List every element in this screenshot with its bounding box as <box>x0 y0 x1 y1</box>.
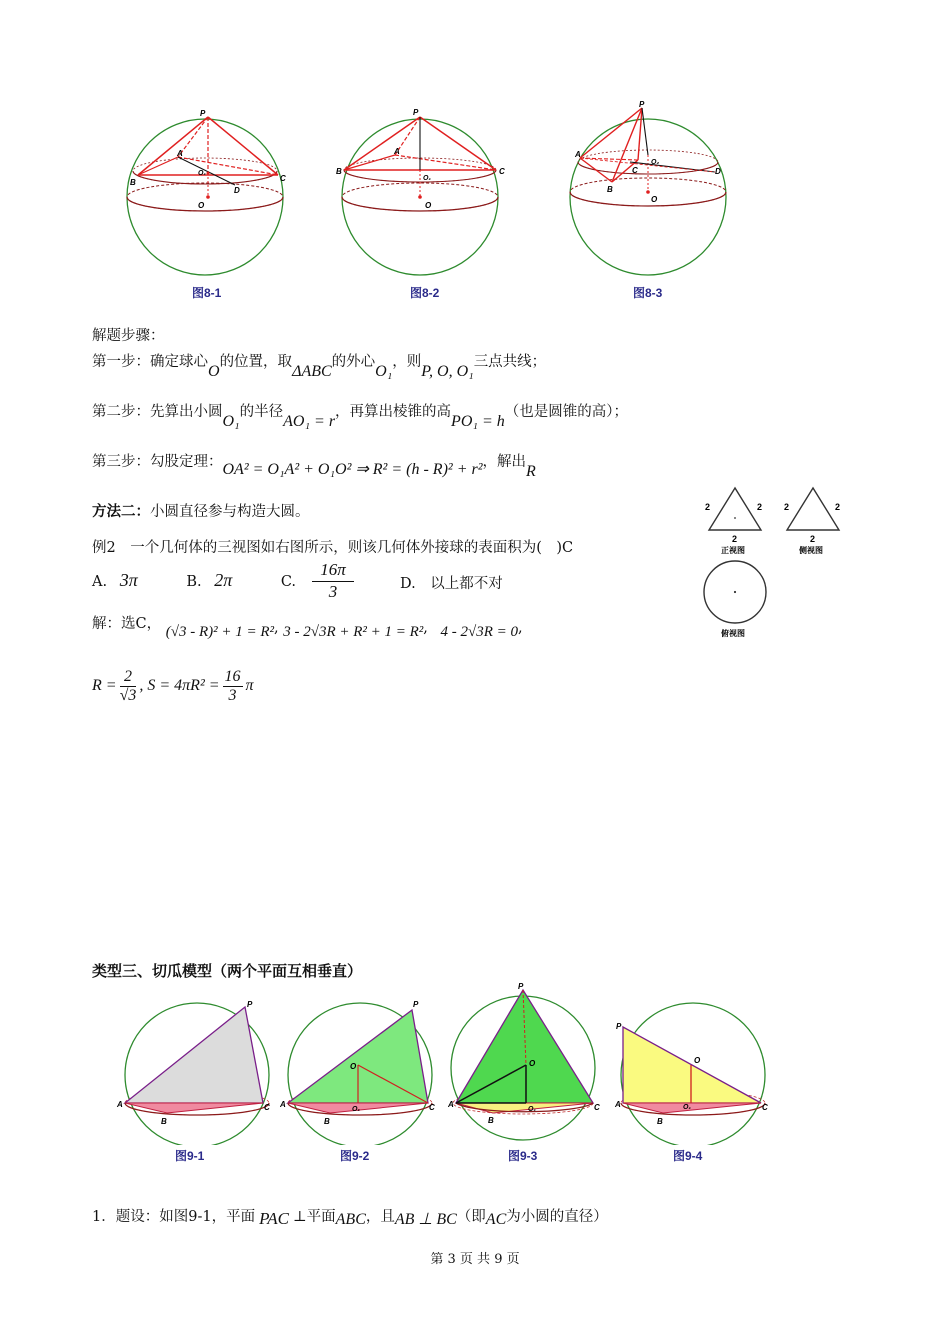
caption-9-2: 图9-2 <box>340 1149 370 1163</box>
method-2: 方法二：小圆直径参与构造大圆。 <box>92 503 310 520</box>
caption-9-3: 图9-3 <box>508 1149 538 1163</box>
label-c: C <box>429 1103 435 1112</box>
type3-title: 类型三、切瓜模型（两个平面互相垂直） <box>92 962 363 980</box>
label-d: D <box>715 167 721 176</box>
label-o: O <box>529 1059 536 1068</box>
label-o: O <box>651 195 658 204</box>
three-views <box>695 480 855 645</box>
figure-9-3 <box>448 980 613 1145</box>
label-p: P <box>247 1000 253 1009</box>
option-d: D. 以上都不对 <box>400 576 503 592</box>
label-b: B <box>130 178 136 187</box>
label-a: A <box>615 1100 621 1109</box>
label-o1: O₁ <box>423 175 431 182</box>
label-c: C <box>264 1103 270 1112</box>
caption-8-3: 图8-3 <box>633 286 663 300</box>
solution-line-2: R = $\frac{2}{√3}$ , S = 4πR² = $\frac{16}{3}$ π <box>92 667 254 704</box>
steps-heading: 解题步骤： <box>92 328 165 344</box>
caption-8-1: 图8-1 <box>192 286 222 300</box>
figure-9-2 <box>280 985 445 1145</box>
label-b: B <box>488 1116 494 1125</box>
top-view-label: 俯视图 <box>721 629 745 638</box>
label-c: C <box>762 1103 768 1112</box>
s-fraction: $\frac{16}{3}$ <box>224 667 241 704</box>
figure-8-1 <box>120 105 290 280</box>
front-left-2: 2 <box>705 502 711 512</box>
figure-8-2 <box>335 105 505 280</box>
label-o: O <box>425 201 432 210</box>
option-c-fraction: 16π 3 <box>312 560 354 602</box>
label-a: A <box>394 147 400 156</box>
label-p: P <box>616 1022 622 1031</box>
label-o1: O₁ <box>352 1106 360 1113</box>
label-c: C <box>280 174 286 183</box>
label-a: A <box>280 1100 286 1109</box>
label-p: P <box>413 1000 419 1009</box>
label-p: P <box>413 108 419 117</box>
label-c: C <box>632 166 638 175</box>
example-question: 例2 一个几何体的三视图如右图所示，则该几何体外接球的表面积为( )C <box>92 540 574 556</box>
solution-line-1: 解：选C， (√3 - R)² + 1 = R², 3 - 2√3R + R² + 1 = R², 4 - 2√3R = 0, <box>92 616 523 640</box>
side-right-2: 2 <box>835 502 841 512</box>
side-bottom-2: 2 <box>810 534 816 544</box>
label-o1: O₁ <box>683 1104 691 1111</box>
caption-9-4: 图9-4 <box>673 1149 703 1163</box>
side-left-2: 2 <box>784 502 790 512</box>
figure-9-1 <box>115 985 280 1145</box>
figure-9-4 <box>613 985 778 1145</box>
label-a: A <box>448 1100 454 1109</box>
page-footer: 第 3 页 共 9 页 <box>430 1252 520 1267</box>
example-options: A. 3π B. 2π C. <box>92 570 297 590</box>
label-o: O <box>350 1062 357 1071</box>
r-fraction: $\frac{2}{√3}$ <box>119 667 137 704</box>
label-c: C <box>594 1103 600 1112</box>
label-d: D <box>234 186 240 195</box>
label-a: A <box>117 1100 123 1109</box>
label-b: B <box>657 1117 663 1126</box>
step-1: 第一步：确定球心O的位置，取ΔABC的外心O₁，则P, O, O₁三点共线； <box>92 354 547 380</box>
label-b: B <box>324 1117 330 1126</box>
side-view-label: 侧视图 <box>799 546 823 555</box>
label-c: C <box>499 167 505 176</box>
label-a: A <box>177 149 183 158</box>
front-right-2: 2 <box>757 502 763 512</box>
label-a: A <box>575 150 581 159</box>
label-p: P <box>639 100 645 109</box>
figure-8-3 <box>560 100 735 280</box>
label-o1: O₂ <box>651 159 660 166</box>
label-p: P <box>200 109 206 118</box>
setup-line: 1．题设：如图9-1，平面 PAC ⊥平面ABC，且AB ⊥ BC（即AC为小圆的直径） <box>92 1209 608 1228</box>
front-bottom-2: 2 <box>732 534 738 544</box>
front-view-label: 正视图 <box>721 546 745 555</box>
label-p: P <box>518 982 524 991</box>
label-o1: O₁ <box>528 1106 536 1113</box>
label-b: B <box>336 167 342 176</box>
label-o: O <box>198 201 205 210</box>
step-2: 第二步：先算出小圆O₁的半径AO₁ = r，再算出棱锥的高PO₁ = h（也是圆锥的高）； <box>92 404 628 430</box>
step-3: 第三步：勾股定理：OA² = O₁A² + O₁O² ⇒ R² = (h - R)² + r²，解出R <box>92 454 536 480</box>
caption-9-1: 图9-1 <box>175 1149 205 1163</box>
label-b: B <box>607 185 613 194</box>
caption-8-2: 图8-2 <box>410 286 440 300</box>
label-o1: O₁ <box>198 170 206 177</box>
label-o: O <box>694 1056 701 1065</box>
label-b: B <box>161 1117 167 1126</box>
